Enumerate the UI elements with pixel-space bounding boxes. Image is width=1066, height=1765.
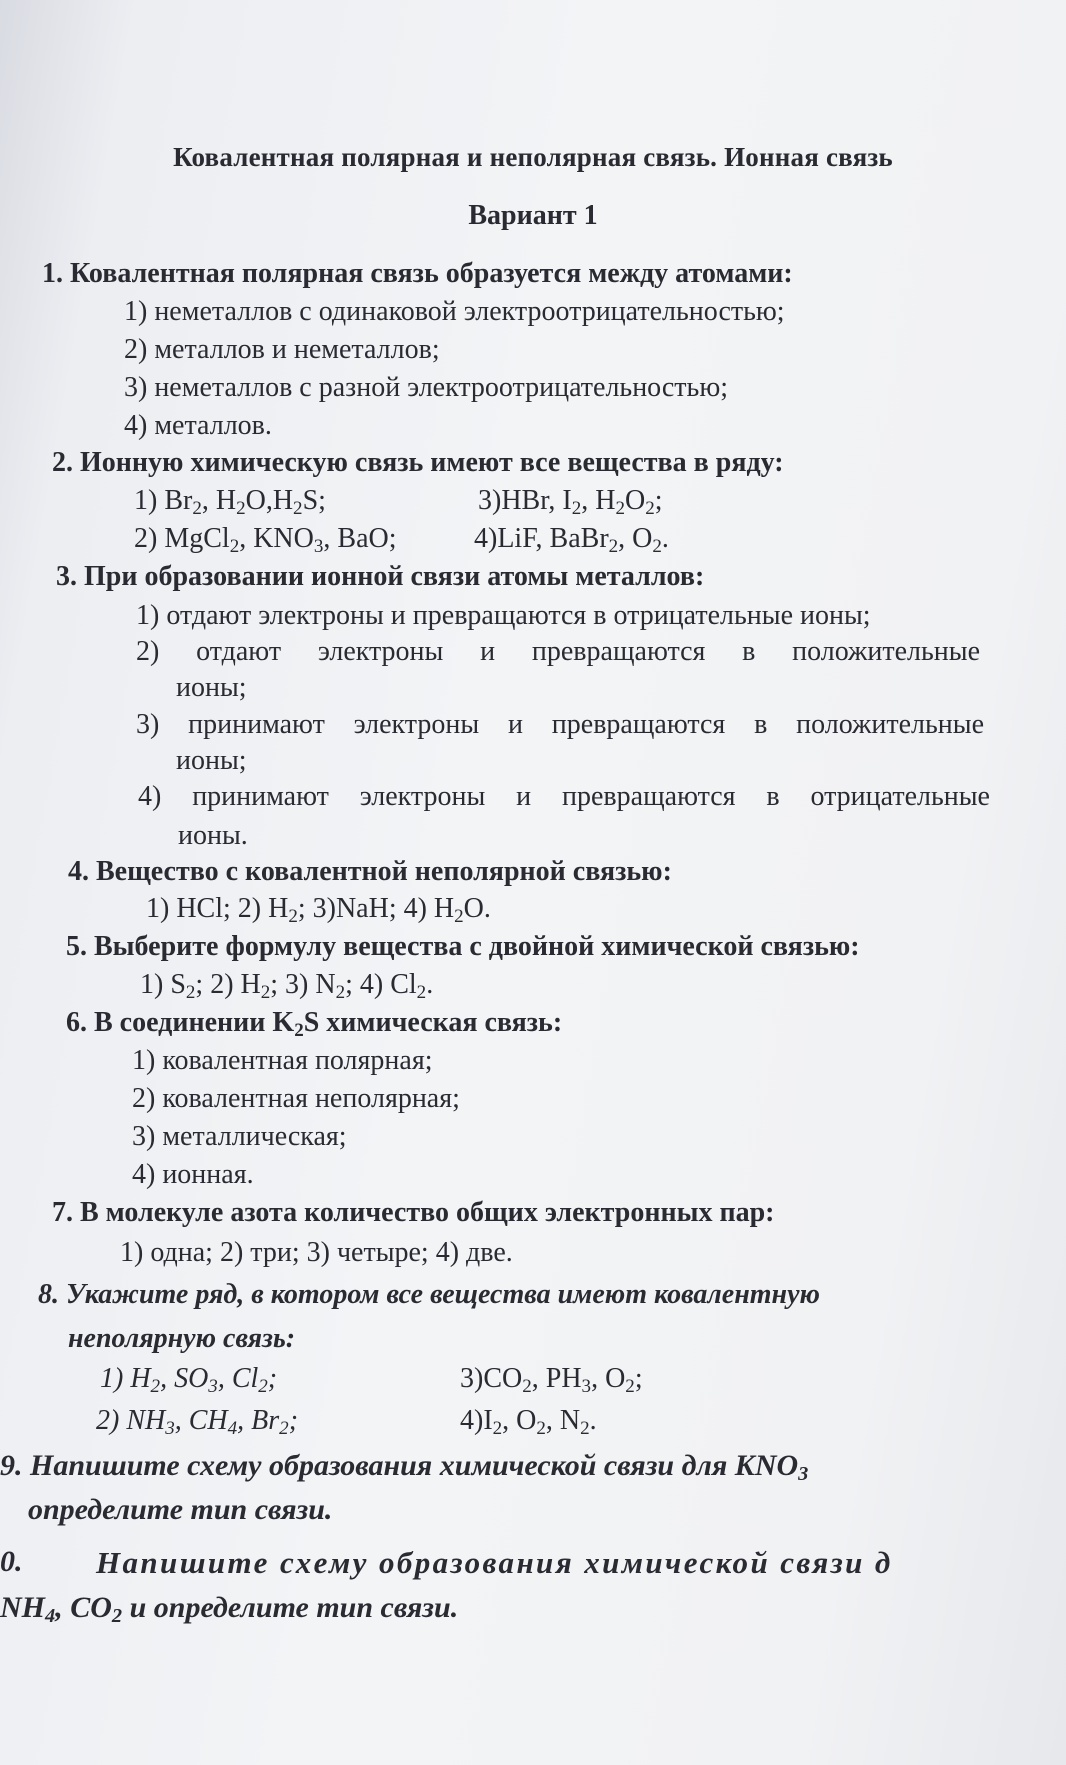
q1-option-4: 4) металлов. [124,410,272,441]
page-title: Ковалентная полярная и неполярная связь. Ионная связь [173,142,893,172]
q3-option-4: 4) принимают электроны и превращаются в отрицательные [138,781,990,812]
q2-option-1: 1) $Br_2$, $H_2O,H_2S$; [134,485,326,519]
q3-option-2: 2) отдают электроны и превращаются в положительные [136,636,980,667]
q3-option-3-cont: ионы; [176,745,247,776]
q8-option-4: $4)I_2$, $O_2$, $N_2$. [460,1405,597,1439]
q4-options: 1) HCl; 2) $H_2$; 3)NaH; 4) $H_2O$. [146,893,491,927]
q1-option-3: 3) неметаллов с разной электроотрицательностью; [124,372,729,403]
q8-option-1: 1) $H_2$, $SO_3$, $Cl_2$; [100,1363,278,1397]
question-8-cont: неполярную связь: [68,1323,296,1354]
q6-option-4: 4) ионная. [132,1159,254,1190]
question-5: 5. Выберите формулу вещества с двойной химической связью: [66,931,860,962]
q3-option-1: 1) отдают электроны и превращаются в отрицательные ионы; [136,600,871,631]
question-9-cont: определите тип связи. [28,1493,333,1526]
q8-option-2: 2) $NH_3$, $CH_4$, $Br_2$; [96,1405,299,1439]
q3-option-2-cont: ионы; [176,672,247,703]
question-6: 6. В соединении $K_2S$ химическая связь: [66,1007,563,1041]
q3-option-4-cont: ионы. [178,820,248,851]
question-9: 9. Напишите схему образования химической связи для $KNO_3$ [0,1449,809,1486]
question-1: 1. Ковалентная полярная связь образуется между атомами: [42,258,793,289]
q8-option-3: $3)CO_2$, $PH_3$, $O_2$; [460,1363,643,1397]
question-10: Напишите схему образования химической связи д [96,1545,893,1580]
q3-option-3: 3) принимают электроны и превращаются в положительные [136,709,984,740]
question-10-cont: $NH_4$, $CO_2$ и определите тип связи. [0,1591,459,1628]
q1-option-2: 2) металлов и неметаллов; [124,334,440,365]
q1-option-1: 1) неметаллов с одинаковой электроотрицательностью; [124,296,785,327]
question-7: 7. В молекуле азота количество общих электронных пар: [52,1197,775,1228]
q5-options: 1) $S_2$; 2) $H_2$; 3) $N_2$; 4) $Cl_2$. [140,969,434,1003]
question-10-number: 0. [0,1545,23,1578]
q2-option-2: 2) MgCl$_2$, $KNO_3$, BaO; [134,523,397,557]
q2-option-3: 3)HBr, $I_2$, $H_2O_2$; [478,485,663,519]
question-3: 3. При образовании ионной связи атомы металлов: [56,561,705,592]
variant-heading: Вариант 1 [468,200,598,231]
q6-option-2: 2) ковалентная неполярная; [132,1083,460,1114]
question-4: 4. Вещество с ковалентной неполярной связью: [68,856,672,887]
q2-option-4: 4)LiF, BaBr$_2$, $O_2$. [474,523,669,557]
q6-option-1: 1) ковалентная полярная; [132,1045,433,1076]
question-2: 2. Ионную химическую связь имеют все вещества в ряду: [52,447,784,478]
q6-option-3: 3) металлическая; [132,1121,347,1152]
question-8: 8. Укажите ряд, в котором все вещества имеют ковалентную [38,1279,820,1310]
q7-options: 1) одна; 2) три; 3) четыре; 4) две. [120,1237,513,1268]
